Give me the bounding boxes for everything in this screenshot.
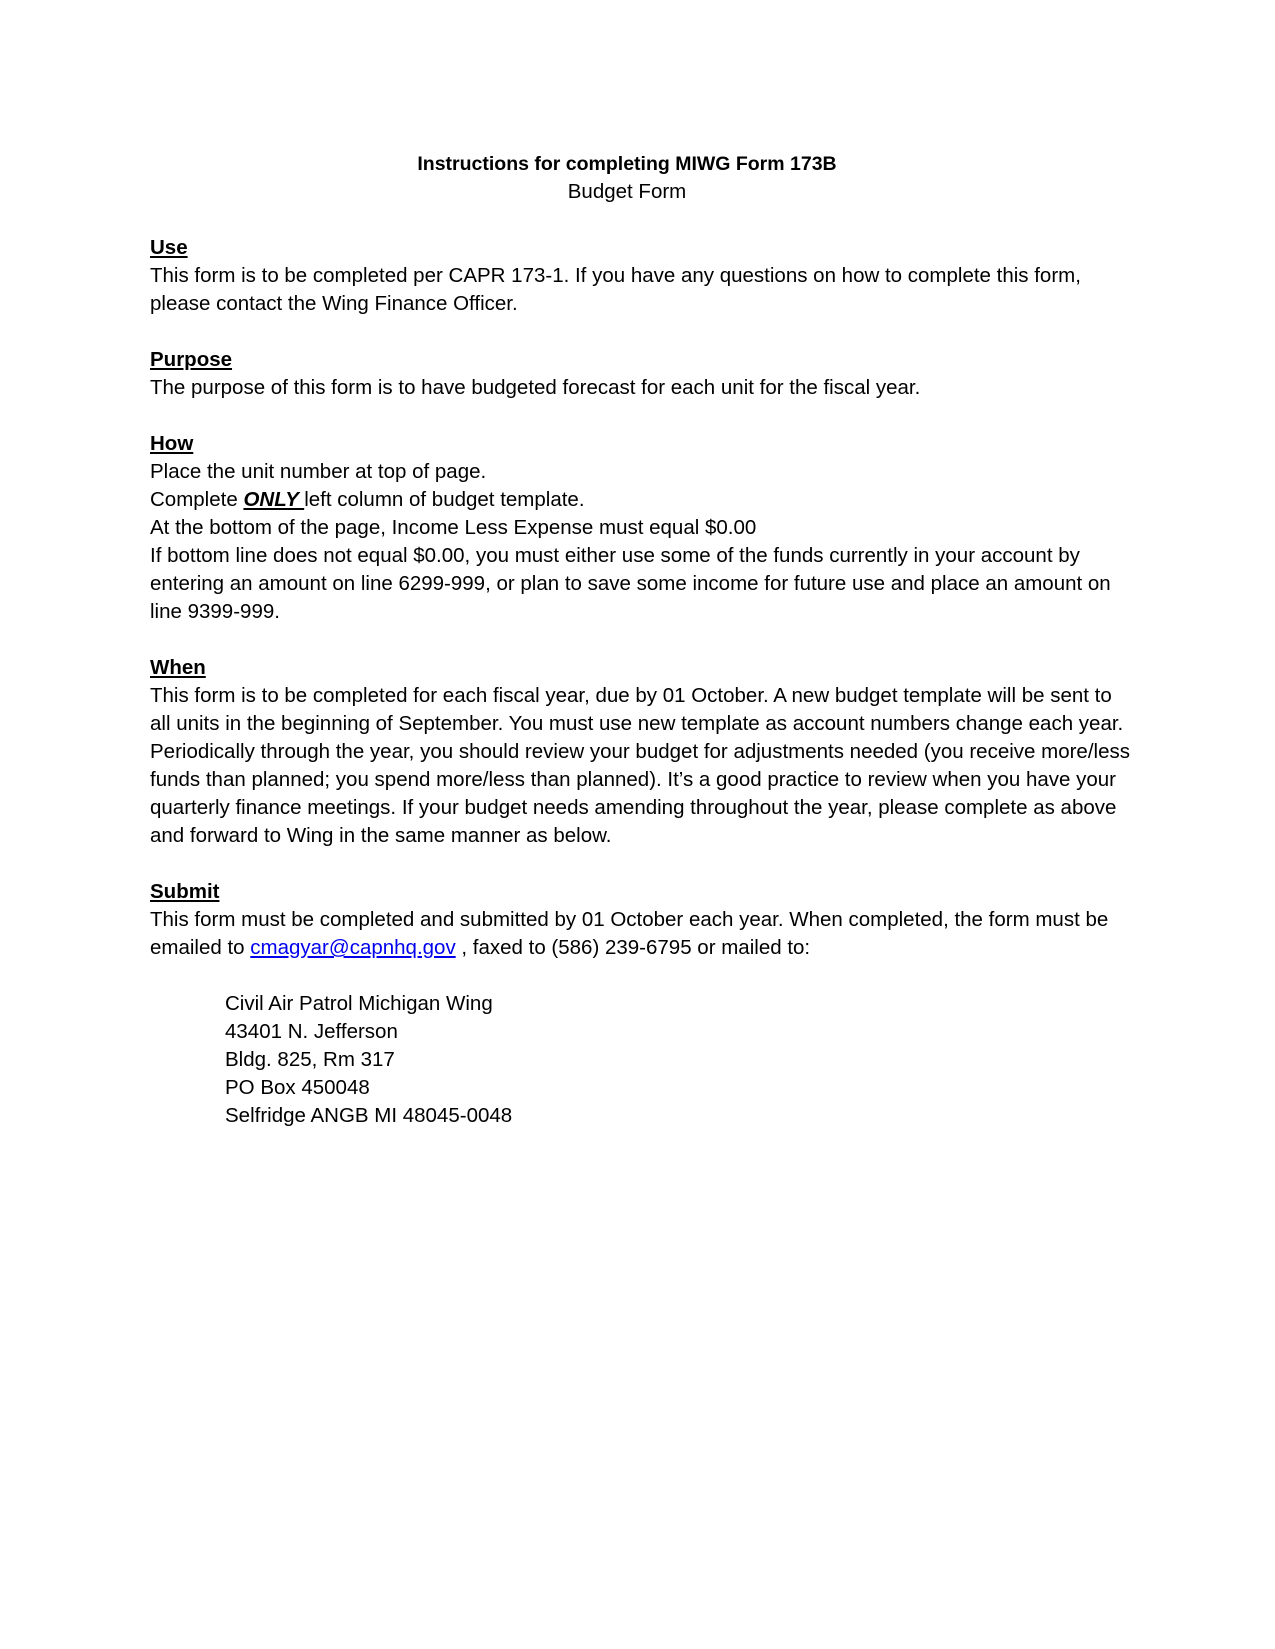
submit-text-suffix: , faxed to (586) 239-6795 or mailed to: bbox=[455, 936, 811, 959]
section-heading-use: Use bbox=[150, 236, 188, 259]
how-line-left-column bbox=[150, 486, 1130, 514]
document-subtitle: Budget Form bbox=[567, 180, 687, 203]
how-line-income-less-expense: At the bottom of the page, Income Less Expense must equal $0.00 bbox=[150, 516, 757, 539]
section-submit bbox=[150, 878, 1130, 962]
document-title: Instructions for completing MIWG Form 173B bbox=[417, 153, 837, 175]
section-text-use: This form is to be completed per CAPR 173-1. If you have any questions on how to complete this form, please contact the Wing Finance Officer. bbox=[150, 264, 1081, 315]
address-line-building: Bldg. 825, Rm 317 bbox=[225, 1048, 395, 1071]
section-purpose bbox=[150, 346, 1130, 402]
document-page bbox=[150, 150, 1130, 1130]
how-line-unit-number: Place the unit number at top of page. bbox=[150, 460, 487, 483]
section-heading-how: How bbox=[150, 432, 194, 455]
how-line-bottom-line: If bottom line does not equal $0.00, you must either use some of the funds currently in your account by entering an amount on line 6299-999, or plan to save some income for future use and place an amount on line 9399-999. bbox=[150, 544, 1111, 623]
title-block bbox=[137, 150, 1117, 206]
only-emphasis: ONLY bbox=[243, 488, 305, 511]
address-line-po-box: PO Box 450048 bbox=[225, 1076, 370, 1099]
address-line-city: Selfridge ANGB MI 48045-0048 bbox=[225, 1104, 513, 1127]
section-how bbox=[150, 430, 1130, 626]
section-when bbox=[150, 654, 1130, 850]
address-line-organization: Civil Air Patrol Michigan Wing bbox=[225, 992, 493, 1015]
section-use bbox=[150, 234, 1130, 318]
how-line-left-column-suffix: left column of budget template. bbox=[304, 488, 585, 511]
submit-text-prefix: This form must be completed and submitted by 01 October each year. When completed, the form must be emailed to bbox=[150, 908, 1109, 959]
address-line-street: 43401 N. Jefferson bbox=[225, 1020, 398, 1043]
email-link[interactable]: cmagyar@capnhq.gov bbox=[250, 936, 456, 959]
section-text-submit bbox=[150, 906, 1130, 962]
section-heading-submit: Submit bbox=[150, 880, 220, 903]
section-heading-when: When bbox=[150, 656, 206, 679]
section-heading-purpose: Purpose bbox=[150, 348, 233, 371]
section-text-when: This form is to be completed for each fiscal year, due by 01 October. A new budget template will be sent to all units in the beginning of September. You must use new template as account numbers change each year. Periodically through the year, you should review your budget for adjustments needed (you receive more/less funds than planned; you spend more/less than planned). It’s a good practice to review when you have your quarterly finance meetings. If your budget needs amending throughout the year, please complete as above and forward to Wing in the same manner as below. bbox=[150, 684, 1130, 847]
how-line-left-column-prefix: Complete bbox=[150, 488, 244, 511]
mailing-address bbox=[150, 990, 1130, 1130]
section-text-purpose: The purpose of this form is to have budgeted forecast for each unit for the fiscal year. bbox=[150, 376, 921, 399]
